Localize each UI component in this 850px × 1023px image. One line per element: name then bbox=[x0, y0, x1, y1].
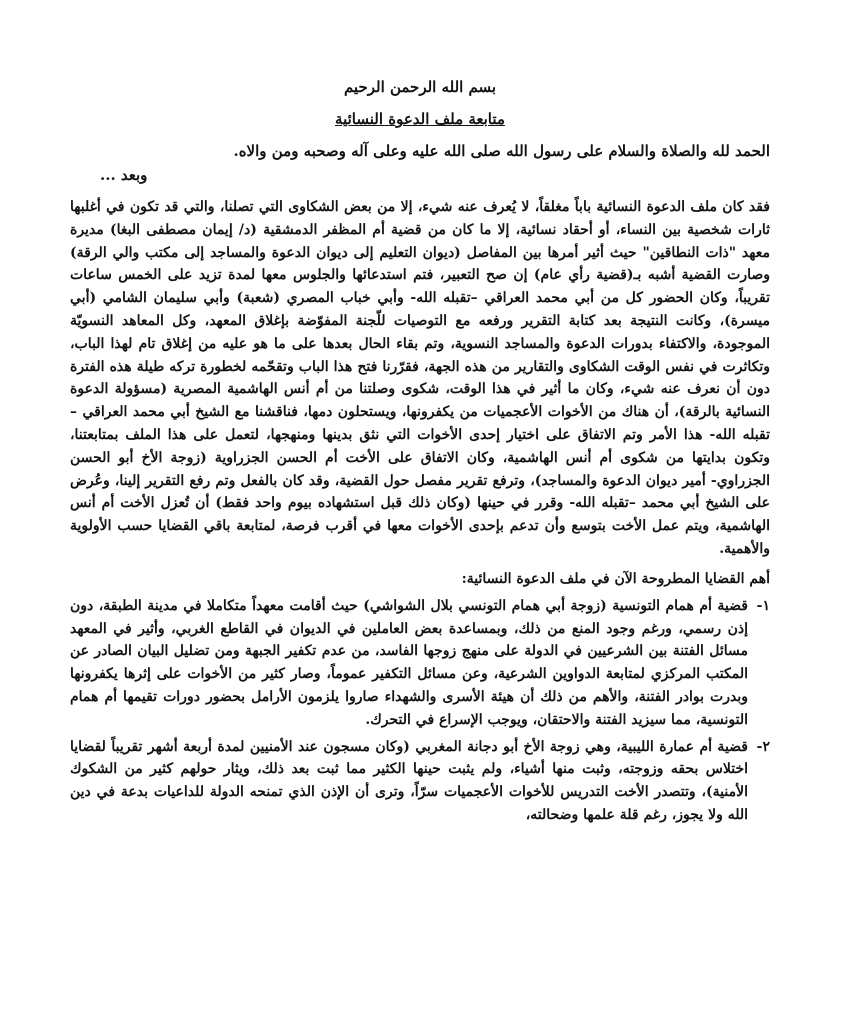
document-body bbox=[70, 78, 770, 831]
issue-item bbox=[70, 595, 770, 732]
opening-line: الحمد لله والصلاة والسلام على رسول الله صلى الله عليه وعلى آله وصحبه ومن والاه. bbox=[233, 142, 770, 160]
basmala: بسم الله الرحمن الرحيم bbox=[343, 78, 497, 96]
issues-heading: أهم القضايا المطروحة الآن في ملف الدعوة النسائية: bbox=[461, 570, 770, 587]
issue-text: قضية أم همام التونسية (زوجة أبي همام التونسي بلال الشواشي) حيث أقامت معهداً متكاملا في مدينة الطبقة، دون إذن رسمي، ورغم وجود المنع من ذلك، وبمساعدة بعض العاملين في الديوان في القاطع الغربي، وأثير في المعهد مسائل الفتنة بين الشرعيين في الدولة على منهج زوجها الفاسد، من عدم تكفير الجبهة ومن تضليل البيان الصادر عن المكتب المركزي لمتابعة الدواوين الشرعية، وعن مسائل التكفير عموماً، وصار كثير من الأخوات على إثرها يكفرونها وبدرت بوادر الفتنة، والأهم من ذلك أن هيئة الأسرى والشهداء صاروا يلزمون الأرامل بحضور دورات تقيمها أم همام التونسية، مما سيزيد الفتنة والاحتقان، ويوجب الإسراع في التحرك. bbox=[70, 597, 748, 728]
body-paragraph: فقد كان ملف الدعوة النسائية باباً مغلقاً، لا يُعرف عنه شيء، إلا من بعض الشكاوى التي تصلنا، والتي قد تكون في أغلبها ثارات شخصية بين النساء، أو أحقاد نسائية، إلا ما كان من قضية أم المظفر الدمشقية (د/ إيمان مصطفى البغا) مديرة معهد "ذات النطاقين" حيث أثير أمرها بين المفاصل (ديوان التعليم إلى ديوان الدعوة والمساجد إلى مكتب والي الرقة) وصارت القضية أشبه بـ(قضية رأي عام) إن صح التعبير، فتم استدعائها والجلوس معها لمدة تزيد على الخمس ساعات تقريباً، وكان الحضور كل من أبي محمد العراقي –تقبله الله- وأبي خباب المصري (شعبة) وأبي سليمان الشامي (أبي ميسرة)، وكانت النتيجة بعد كتابة التقرير ورفعه مع التوصيات للّجنة المفوّضة بإغلاق المعهد، وكل المعاهد النسويّة الموجودة، والاكتفاء بدورات الدعوة والمساجد النسوية، وتم بقاء الحال بعدها على ما هو عليه من إغلاق تام لهذا الباب، وتكاثرت في نفس الوقت الشكاوى والتقارير من هذه الجهة، فقرّرنا فتح هذا الباب وتقحّمه لخطورة تركه طيلة هذه الفترة دون أن نعرف عنه شيء، وكان ما أثير في هذا الوقت، شكوى وصلتنا من أم أنس الهاشمية المصرية (مسؤولة الدعوة النسائية بالرقة)، أن هناك من الأخوات الأعجميات من يكفرونها، ويستحلون دمها، فناقشنا مع الشيخ أبي محمد العراقي –تقبله الله- هذا الأمر وتم الاتفاق على اختيار إحدى الأخوات التي نثق بدينها ومنهجها، لتعمل على هذا الملف بمتابعتنا، وتكون بدايتها من شكوى أم أنس الهاشمية، وكان الاتفاق على الأخت أم الحسن الجزراوية (زوجة الأخ أبو الحسن الجزراوي- أمير ديوان الدعوة والمساجد)، وترفع تقرير مفصل حول القضية، وقد كان بالفعل وتم رفع التقرير إلينا، وعُرض على الشيخ أبي محمد –تقبله الله- وقرر في حينها (وكان ذلك قبل استشهاده بيوم واحد فقط) أن تُعزل الأخت أم أنس الهاشمية، ويتم عمل الأخت بتوسع وأن تدعم بإحدى الأخوات معها في أقرب فرصة، لمتابعة باقي القضايا حسب الأولوية والأهمية. bbox=[70, 199, 770, 557]
issue-number: ١- bbox=[756, 597, 770, 614]
after-line: وبعد ... bbox=[100, 166, 148, 184]
issue-number: ٢- bbox=[756, 738, 770, 755]
issue-text: قضية أم عمارة الليبية، وهي زوجة الأخ أبو دجانة المغربي (وكان مسجون عند الأمنيين لمدة أربعة أشهر تقريباً لقضايا اختلاس بحقه وزوجته، وثبت منها أشياء، ولم يثبت حينها الكثير مما ثبت بعد ذلك، ويثار حولهم كثير من الشكوك الأمنية)، وتتصدر الأخت التدريس للأخوات الأعجميات سرّاً، وترى أن الإذن الذي تمنحه الدولة للداعيات بدعة في دين الله ولا يجوز، رغم قلة علمها وضحالته، bbox=[70, 738, 748, 823]
document-title: متابعة ملف الدعوة النسائية bbox=[335, 110, 505, 128]
issue-item bbox=[70, 736, 770, 827]
